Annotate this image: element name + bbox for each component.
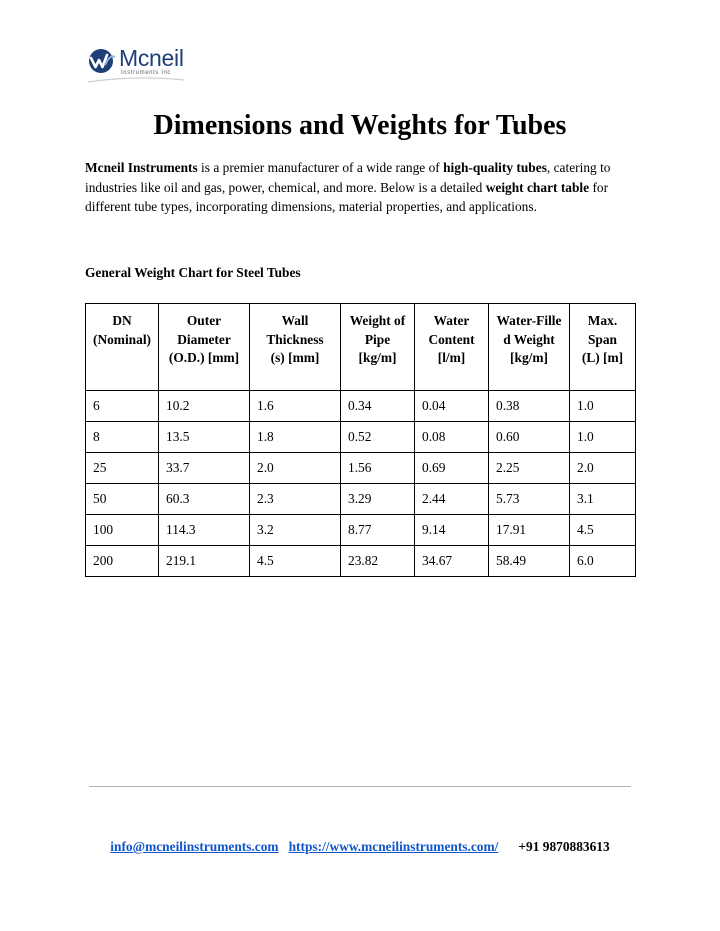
table-cell: 0.34 [341, 391, 415, 422]
table-cell: 4.5 [570, 515, 636, 546]
table-cell: 60.3 [159, 484, 250, 515]
table-row [86, 484, 636, 515]
table-cell: 0.08 [415, 422, 489, 453]
logo-swoosh-icon [86, 74, 186, 84]
intro-text-3: for different tube types, incorporating dimensions, material properties, and applications. [85, 179, 609, 214]
table-cell: 3.2 [250, 515, 341, 546]
table-cell: 6 [86, 391, 159, 422]
logo-brand-name: Mcneil [119, 45, 184, 71]
footer [0, 839, 720, 855]
intro-company: Mcneil Instruments [85, 160, 198, 175]
table-cell: 58.49 [489, 546, 570, 577]
intro-highlight-2: weight chart table [485, 179, 590, 195]
table-cell: 219.1 [159, 546, 250, 577]
table-cell: 23.82 [341, 546, 415, 577]
table-row [86, 515, 636, 546]
table-cell: 100 [86, 515, 159, 546]
table-cell: 1.8 [250, 422, 341, 453]
email-link[interactable]: info@mcneilinstruments.com [110, 839, 279, 854]
intro-text-1: is a premier manufacturer of a wide range of [197, 160, 444, 175]
table-cell: 2.0 [250, 453, 341, 484]
section-title: General Weight Chart for Steel Tubes [85, 265, 301, 280]
header-dn: DN (Nominal) [86, 304, 159, 391]
table-cell: 2.0 [570, 453, 636, 484]
header-water-filled-weight: Water-Fille d Weight [kg/m] [489, 304, 570, 391]
intro-paragraph [85, 158, 645, 217]
table-cell: 0.69 [415, 453, 489, 484]
table-cell: 17.91 [489, 515, 570, 546]
table-row [86, 453, 636, 484]
table-cell: 6.0 [570, 546, 636, 577]
intro-text-2: , catering to industries like oil and gas, power, chemical, and more. Below is a detailed [85, 160, 611, 195]
header-weight-of-pipe: Weight of Pipe [kg/m] [341, 304, 415, 391]
table-cell: 10.2 [159, 391, 250, 422]
phone-number: +91 9870883613 [518, 839, 610, 854]
footer-divider [89, 786, 631, 787]
header-max-span: Max. Span (L) [m] [570, 304, 636, 391]
header-outer-diameter: Outer Diameter (O.D.) [mm] [159, 304, 250, 391]
table-cell: 0.52 [341, 422, 415, 453]
table-cell: 1.0 [570, 422, 636, 453]
page-title: Dimensions and Weights for Tubes [153, 110, 567, 141]
table-cell: 8.77 [341, 515, 415, 546]
table-cell: 33.7 [159, 453, 250, 484]
header-water-content: Water Content [l/m] [415, 304, 489, 391]
website-link[interactable]: https://www.mcneilinstruments.com/ [288, 839, 499, 854]
table-cell: 4.5 [250, 546, 341, 577]
table-cell: 1.56 [341, 453, 415, 484]
table-cell: 2.44 [415, 484, 489, 515]
table-cell: 3.29 [341, 484, 415, 515]
table-cell: 0.04 [415, 391, 489, 422]
logo-tagline: Instruments Inc [121, 70, 172, 76]
table-cell: 25 [86, 453, 159, 484]
table-cell: 9.14 [415, 515, 489, 546]
weight-chart-table [85, 303, 636, 577]
table-row [86, 546, 636, 577]
table-cell: 2.25 [489, 453, 570, 484]
table-cell: 200 [86, 546, 159, 577]
table-cell: 114.3 [159, 515, 250, 546]
table-cell: 50 [86, 484, 159, 515]
table-row [86, 391, 636, 422]
table-cell: 8 [86, 422, 159, 453]
table-cell: 5.73 [489, 484, 570, 515]
table-header-row [86, 304, 636, 391]
table-cell: 1.6 [250, 391, 341, 422]
intro-highlight-1: high-quality tubes [443, 160, 547, 175]
company-logo [88, 40, 198, 86]
table-row [86, 422, 636, 453]
table-cell: 34.67 [415, 546, 489, 577]
table-cell: 2.3 [250, 484, 341, 515]
table-cell: 13.5 [159, 422, 250, 453]
table-cell: 3.1 [570, 484, 636, 515]
table-cell: 1.0 [570, 391, 636, 422]
table-cell: 0.38 [489, 391, 570, 422]
table-cell: 0.60 [489, 422, 570, 453]
mcneil-logo-icon [88, 48, 116, 74]
header-wall-thickness: Wall Thickness (s) [mm] [250, 304, 341, 391]
